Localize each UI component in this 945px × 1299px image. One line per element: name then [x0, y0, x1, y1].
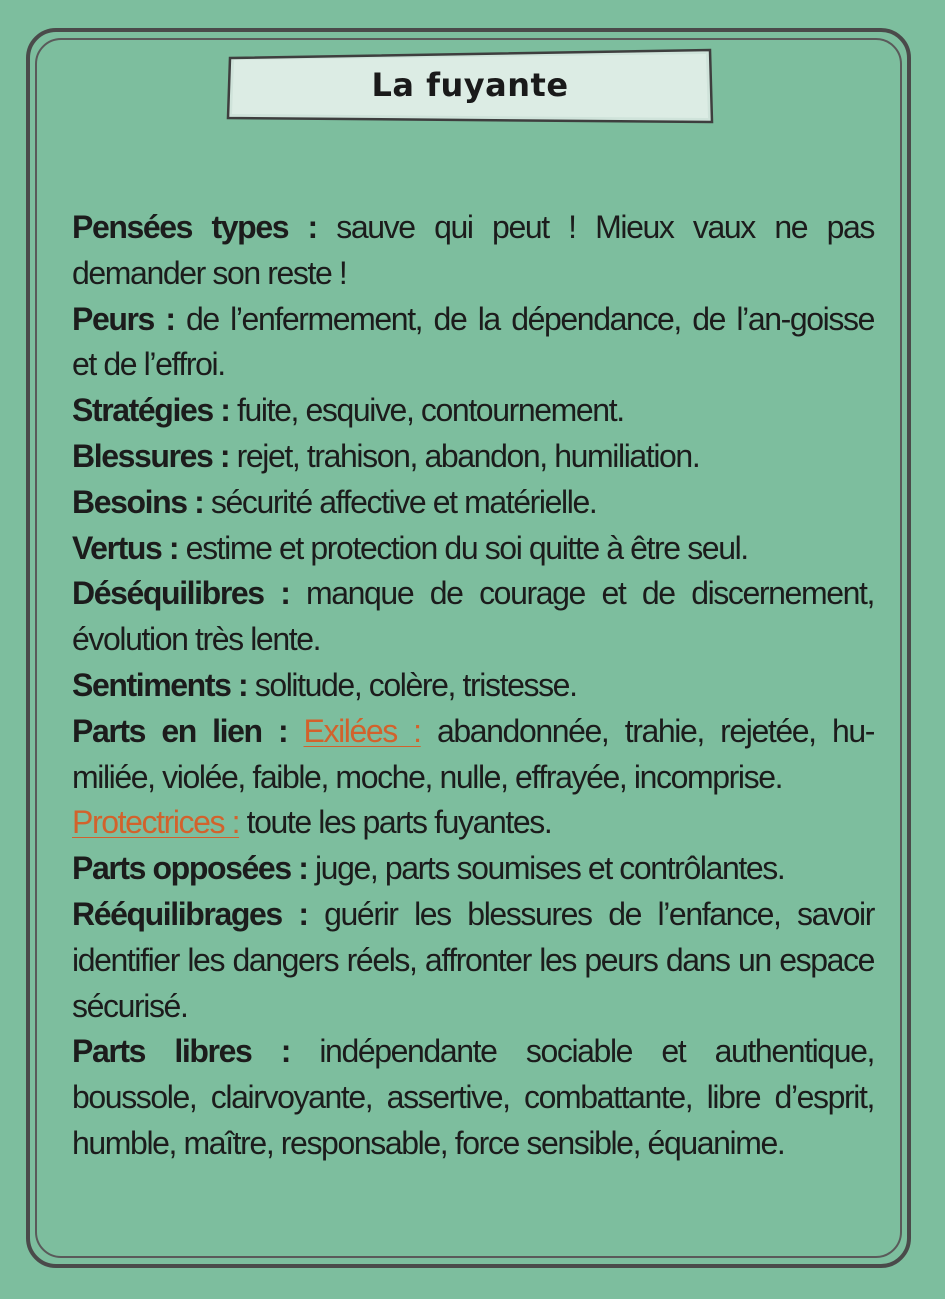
section-text: toute les parts fuyantes.: [239, 804, 552, 841]
section-text: sécurité affective et matérielle.: [203, 483, 597, 520]
section-peurs: [72, 297, 874, 389]
section-label: Parts opposées :: [72, 850, 308, 887]
section-parts-en-lien: [72, 709, 874, 801]
section-parts-opposees: [72, 846, 874, 892]
section-pensees: [72, 205, 874, 297]
section-strategies: [72, 388, 874, 434]
section-text: guérir les blessures de l’enfance, savoir identifier les dangers réels, affronter les peurs dans un espace sécurisé.: [72, 895, 874, 1024]
section-protectrices: [72, 800, 874, 846]
sub-label-protectrices: Protectrices :: [72, 804, 240, 841]
section-label: Blessures :: [72, 437, 230, 474]
section-label: Pensées types :: [72, 209, 317, 245]
section-label: Déséquilibres :: [72, 575, 290, 612]
section-reequilibrages: [72, 892, 874, 1029]
card-content: [72, 205, 874, 1167]
section-text: rejet, trahison, abandon, humiliation.: [229, 437, 700, 474]
section-text: de l’enfermement, de la dépendance, de l’an-goisse et de l’effroi.: [72, 300, 874, 383]
section-text: juge, parts soumises et contrôlantes.: [307, 850, 785, 887]
section-parts-libres: [72, 1029, 874, 1166]
section-blessures: [72, 434, 874, 480]
section-vertus: [72, 526, 874, 572]
card-title: La fuyante: [371, 66, 569, 104]
section-text: estime et protection du soi quitte à être seul.: [178, 529, 748, 566]
section-text: fuite, esquive, contournement.: [229, 392, 624, 429]
section-desequilibres: [72, 571, 874, 663]
section-label: Parts libres :: [72, 1033, 290, 1070]
section-label: Rééquilibrages :: [72, 895, 308, 932]
section-label: Besoins :: [72, 483, 204, 520]
section-label: Vertus :: [72, 529, 179, 566]
section-label: Peurs :: [72, 300, 175, 337]
section-text: solitude, colère, tristesse.: [247, 666, 577, 703]
section-text: manque de courage et de discernement, évolution très lente.: [72, 575, 874, 658]
section-text: indépendante sociable et authentique, boussole, clairvoyante, assertive, combattante, libre d’esprit, humble, maître, responsable, force sensible, équanime.: [72, 1033, 874, 1161]
section-label: Stratégies :: [72, 392, 230, 429]
section-label: Sentiments :: [72, 666, 248, 703]
section-sentiments: [72, 663, 874, 709]
title-banner: [226, 46, 714, 126]
section-label: Parts en lien :: [72, 712, 288, 749]
section-besoins: [72, 480, 874, 526]
section-text: abandonnée, trahie, rejetée, hu-miliée, violée, faible, moche, nulle, effrayée, incomprise.: [72, 712, 874, 795]
section-text: sauve qui peut ! Mieux vaux ne pas demander son reste !: [72, 209, 874, 291]
sub-label-exilees: Exilées :: [303, 712, 421, 749]
